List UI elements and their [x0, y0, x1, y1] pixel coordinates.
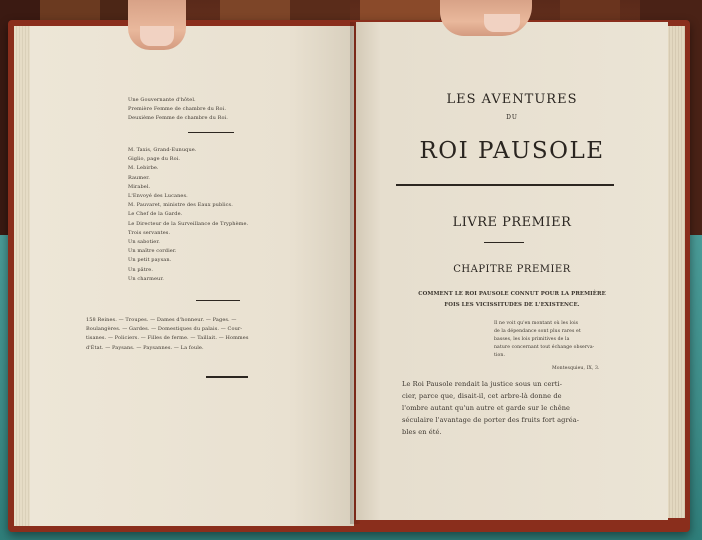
cast-line: Première Femme de chambre du Roi. [128, 106, 227, 113]
right-finger [440, 0, 532, 36]
title-rule [396, 184, 614, 186]
title-line-1: LES AVENTURES [446, 92, 578, 107]
cast-line: Une Gouvernante d'hôtel. [128, 97, 196, 103]
title-line-2: DU [506, 114, 518, 121]
cast-line: Un maître cordier. [128, 248, 177, 255]
body-line: Le Roi Pausole rendait la justice sous un certi- [402, 380, 563, 388]
left-finger [128, 0, 186, 50]
chapter-heading: CHAPITRE PREMIER [453, 264, 571, 275]
left-page [30, 26, 354, 526]
cast-line: Le Directeur de la Surveillance de Tryphème. [128, 220, 249, 227]
livre-rule [484, 242, 524, 243]
cast-line: Giglio, page du Roi. [128, 156, 181, 163]
book-title: ROI PAUSOLE [419, 138, 605, 164]
cast-line: Raumer. [128, 174, 150, 181]
cast-line: M. Taxis, Grand-Eunuque. [128, 147, 197, 153]
cast-line: Un sabotier. [128, 239, 160, 246]
epigraph-line: Il ne voit qu'en montant où les lois [494, 321, 579, 326]
cast-list-c [86, 316, 248, 353]
cast-line: Un charmeur. [128, 275, 164, 282]
epigraph-line: basses, les lois primitives de la [494, 337, 570, 342]
cast-line: Un pâtre. [128, 266, 154, 273]
body-line: bles en été. [402, 428, 442, 436]
epigraph-line: nature concernant tout échange observa- [494, 345, 595, 350]
body-text [402, 378, 579, 438]
chapter-subtitle-line: FOIS LES VICISSITUDES DE L'EXISTENCE. [444, 302, 580, 308]
epigraph-line: de la dépendance sont plus rares et [494, 329, 581, 334]
cast-line: M. Lebirbe. [128, 165, 159, 172]
body-line: l'ombre autant qu'un autre et garde sur le chêne [402, 404, 571, 412]
divider-rule [206, 376, 248, 378]
cast-line: Un petit paysan. [128, 257, 172, 264]
body-line: séculaire l'avantage de porter des fruits fort agréa- [402, 416, 580, 424]
cast-list-b [128, 146, 248, 284]
divider-rule [196, 300, 240, 301]
divider-rule [188, 132, 234, 133]
cast-line: Mirabel. [128, 183, 151, 190]
cast-line: L'Envoyé des Lucanes. [128, 193, 188, 200]
cast-line: M. Pauvaret, ministre des Eaux publics. [128, 202, 233, 209]
cast-line: tisanes. — Policiers. — Filles de ferme. — Taillait. — Hommes [86, 335, 249, 342]
chapter-subtitle-line: COMMENT LE ROI PAUSOLE CONNUT POUR LA PREMIÈRE [418, 291, 606, 297]
right-page [356, 22, 668, 520]
epigraph-source: Montesquieu, IX, 3. [552, 366, 600, 371]
cast-line: Boulangères. — Gardes. — Domestiques du palais. — Cour- [86, 326, 243, 333]
epigraph [494, 320, 594, 360]
cast-line: 158 Reines. — Troupes. — Dames d'honneur. — Pages. — [86, 317, 237, 323]
livre-heading: LIVRE PREMIER [452, 215, 572, 230]
epigraph-line: tion. [494, 353, 505, 358]
cast-list-a [128, 96, 228, 124]
cast-line: d'État. — Paysans. — Paysannes. — La foule. [86, 344, 204, 351]
cast-line: Trois servantes. [128, 229, 171, 236]
cast-line: Le Chef de la Garde. [128, 211, 183, 218]
cast-line: Deuxième Femme de chambre du Roi. [128, 115, 228, 122]
body-line: cier, parce que, disait-il, cet arbre-là donne de [402, 392, 562, 400]
